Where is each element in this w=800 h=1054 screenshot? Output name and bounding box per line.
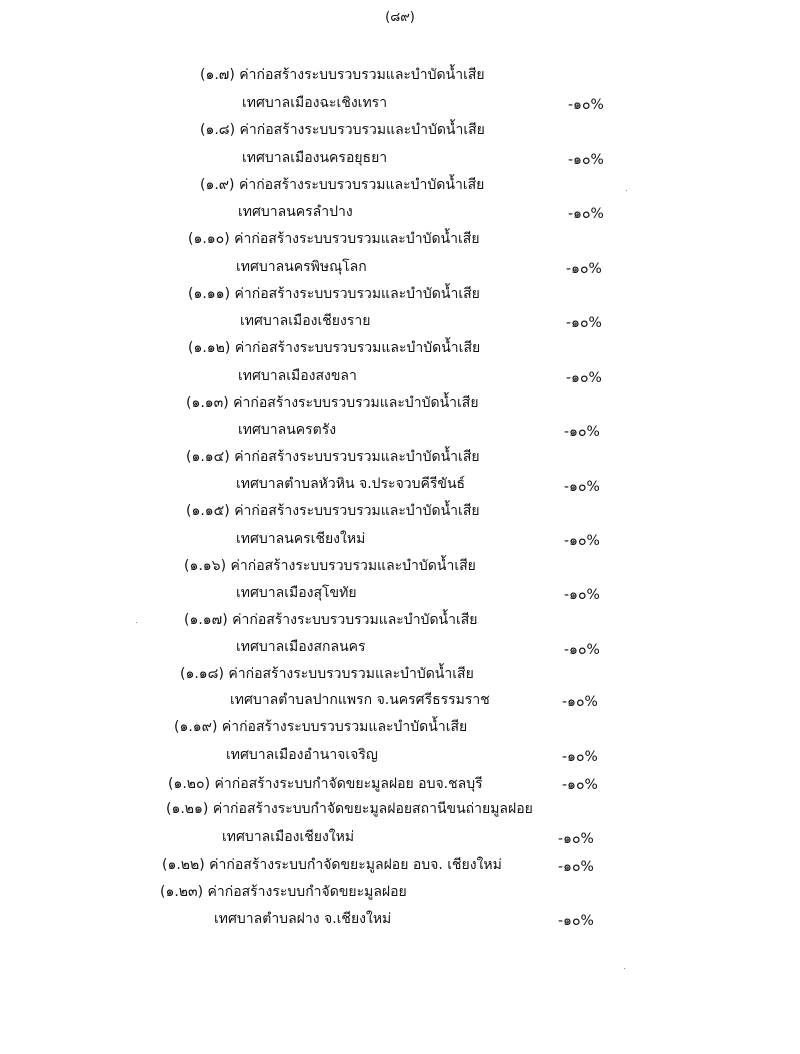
item-label: (๑.๑๖) ค่าก่อสร้างระบบรวบรวมและบำบัดน้ำเสีย [184, 558, 476, 574]
item-location: เทศบาลตำบลหัวหิน จ.ประจวบคีรีขันธ์ [236, 476, 466, 492]
item-value: -๑๐% [568, 152, 604, 168]
item-location: เทศบาลตำบลฝาง จ.เชียงใหม่ [214, 911, 392, 927]
item-location: เทศบาลนครเชียงใหม่ [236, 531, 366, 547]
item-location: เทศบาลนครพิษณุโลก [236, 259, 367, 275]
scan-speck [626, 190, 627, 191]
item-value: -๑๐% [568, 97, 604, 113]
scan-speck [624, 968, 625, 969]
item-value: -๑๐% [564, 587, 600, 603]
item-value: -๑๐% [564, 533, 600, 549]
item-value: -๑๐% [562, 694, 598, 710]
item-label: (๑.๑๒) ค่าก่อสร้างระบบรวบรวมและบำบัดน้ำเสีย [188, 340, 481, 356]
item-value: -๑๐% [568, 206, 604, 222]
item-label: (๑.๑๔) ค่าก่อสร้างระบบรวบรวมและบำบัดน้ำเสีย [186, 449, 480, 465]
item-label: (๑.๑๙) ค่าก่อสร้างระบบรวบรวมและบำบัดน้ำเสีย [174, 719, 468, 735]
item-label: (๑.๙) ค่าก่อสร้างระบบรวบรวมและบำบัดน้ำเสีย [200, 177, 485, 193]
item-value: -๑๐% [566, 370, 602, 386]
item-label: (๑.๒๐) ค่าก่อสร้างระบบกำจัดขยะมูลฝอย อบจ.ชลบุรี [168, 776, 483, 792]
item-location: เทศบาลเมืองฉะเชิงเทรา [242, 95, 388, 111]
item-value: -๑๐% [564, 642, 600, 658]
item-label: (๑.๒๒) ค่าก่อสร้างระบบกำจัดขยะมูลฝอย อบจ. เชียงใหม่ [162, 857, 502, 873]
item-location: เทศบาลเมืองอำนาจเจริญ [226, 747, 378, 763]
item-location: เทศบาลเมืองสกลนคร [236, 639, 366, 655]
item-label: (๑.๑๕) ค่าก่อสร้างระบบรวบรวมและบำบัดน้ำเสีย [186, 503, 480, 519]
item-value: -๑๐% [562, 777, 598, 793]
item-location: เทศบาลเมืองเชียงราย [240, 313, 371, 329]
item-label: (๑.๗) ค่าก่อสร้างระบบรวบรวมและบำบัดน้ำเสีย [200, 67, 485, 83]
item-value: -๑๐% [562, 749, 598, 765]
scan-speck [136, 622, 137, 623]
item-value: -๑๐% [558, 859, 594, 875]
item-location: เทศบาลเมืองนครอยุธยา [242, 150, 388, 166]
page-number: (๘๙) [385, 10, 415, 25]
item-label: (๑.๒๓) ค่าก่อสร้างระบบกำจัดขยะมูลฝอย [160, 884, 407, 900]
item-label: (๑.๑๗) ค่าก่อสร้างระบบรวบรวมและบำบัดน้ำเสีย [184, 612, 478, 628]
item-value: -๑๐% [566, 261, 602, 277]
item-location: เทศบาลตำบลปากแพรก จ.นครศรีธรรมราช [230, 692, 490, 708]
item-label: (๑.๒๑) ค่าก่อสร้างระบบกำจัดขยะมูลฝอยสถานีขนถ่ายมูลฝอย [166, 801, 533, 817]
item-location: เทศบาลนครตรัง [238, 422, 337, 438]
item-label: (๑.๑๐) ค่าก่อสร้างระบบรวบรวมและบำบัดน้ำเสีย [188, 231, 480, 247]
item-value: -๑๐% [566, 315, 602, 331]
item-location: เทศบาลนครลำปาง [238, 204, 353, 220]
item-label: (๑.๑๘) ค่าก่อสร้างระบบรวบรวมและบำบัดน้ำเสีย [180, 666, 474, 682]
item-value: -๑๐% [564, 479, 600, 495]
item-location: เทศบาลเมืองสุโขทัย [236, 585, 357, 601]
item-location: เทศบาลเมืองเชียงใหม่ [222, 829, 355, 845]
item-label: (๑.๘) ค่าก่อสร้างระบบรวบรวมและบำบัดน้ำเสีย [200, 122, 485, 138]
item-value: -๑๐% [564, 424, 600, 440]
item-label: (๑.๑๑) ค่าก่อสร้างระบบรวบรวมและบำบัดน้ำเสีย [188, 286, 480, 302]
item-value: -๑๐% [558, 831, 594, 847]
item-location: เทศบาลเมืองสงขลา [238, 368, 357, 384]
item-label: (๑.๑๓) ค่าก่อสร้างระบบรวบรวมและบำบัดน้ำเสีย [186, 395, 479, 411]
item-value: -๑๐% [558, 913, 594, 929]
